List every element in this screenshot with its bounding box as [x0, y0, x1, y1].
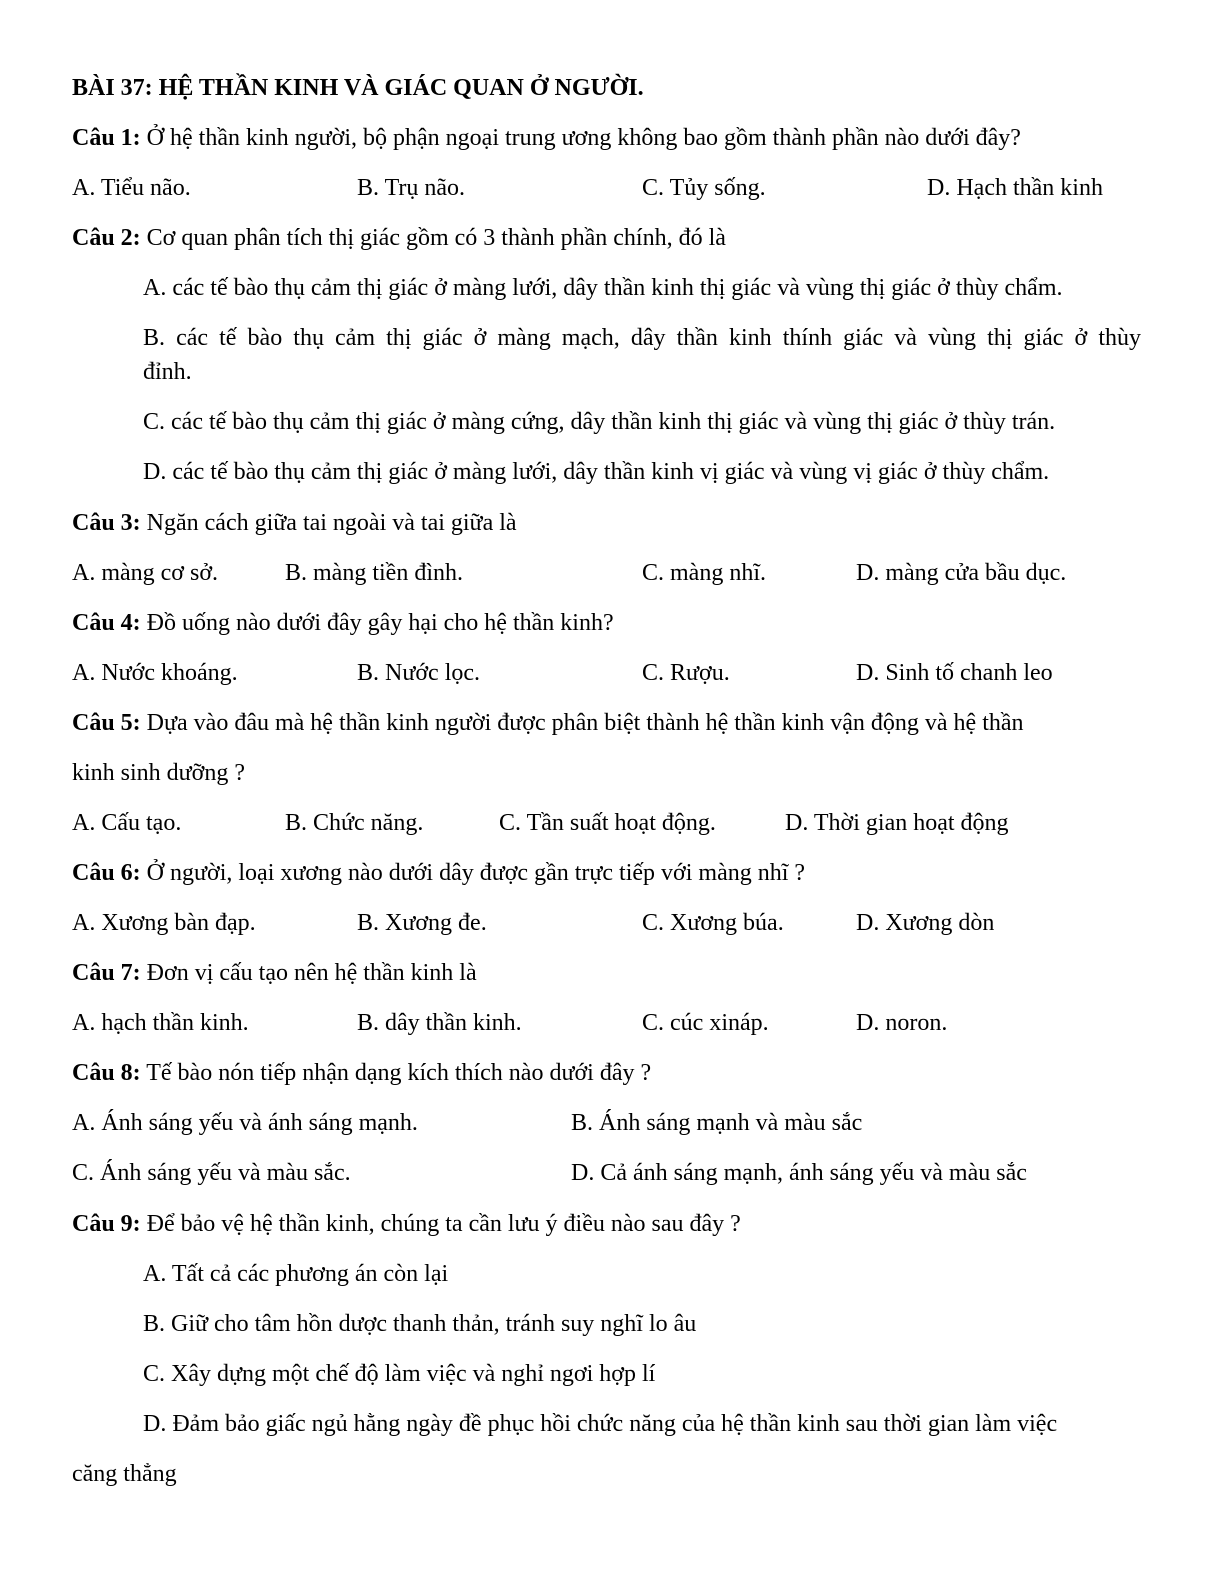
answer-option: C. Xây dựng một chế độ làm việc và nghỉ ngơi hợp lí: [143, 1361, 656, 1387]
answer-option: B. Nước lọc.: [357, 660, 481, 686]
answer-option: A. Ánh sáng yếu và ánh sáng mạnh.: [72, 1110, 418, 1136]
answer-option: A. Cấu tạo.: [72, 810, 182, 836]
answer-option: C. Ánh sáng yếu và màu sắc.: [72, 1160, 351, 1186]
answer-option: B. Giữ cho tâm hồn dược thanh thản, tránh suy nghĩ lo âu: [143, 1311, 697, 1337]
question-label: Câu 5:: [72, 710, 141, 736]
question-1: [72, 123, 1021, 153]
question-text: Để bảo vệ hệ thần kinh, chúng ta cần lưu ý điều nào sau đây ?: [140, 1211, 741, 1237]
question-label: Câu 2:: [72, 225, 141, 251]
question-label: Câu 9:: [72, 1211, 141, 1237]
answer-option: D. màng cửa bầu dục.: [856, 560, 1067, 586]
answer-option: B. Xương đe.: [357, 910, 487, 936]
question-label: Câu 1:: [72, 125, 141, 151]
answer-option: B. dây thần kinh.: [357, 1010, 522, 1036]
answer-option: D. Thời gian hoạt động: [785, 810, 1009, 836]
question-text: Dựa vào đâu mà hệ thần kinh người được phân biệt thành hệ thần kinh vận động và hệ thần: [140, 710, 1024, 736]
answer-option: B. Ánh sáng mạnh và màu sắc: [571, 1110, 863, 1136]
answer-option: A. Xương bàn đạp.: [72, 910, 256, 936]
question-6: [72, 858, 805, 888]
question-5: [72, 708, 1024, 738]
question-7: [72, 958, 477, 988]
answer-option: A. hạch thần kinh.: [72, 1010, 249, 1036]
question-label: Câu 8:: [72, 1060, 141, 1086]
question-label: Câu 4:: [72, 610, 141, 636]
answer-option: C. Tần suất hoạt động.: [499, 810, 716, 836]
question-text-continued: kinh sinh dưỡng ?: [72, 760, 246, 786]
answer-option: C. Xương búa.: [642, 910, 784, 936]
question-text: Tế bào nón tiếp nhận dạng kích thích nào dưới đây ?: [140, 1060, 652, 1086]
question-8: [72, 1058, 651, 1088]
answer-option: A. các tế bào thụ cảm thị giác ở màng lưới, dây thần kinh thị giác và vùng thị giác ở thùy chẩm.: [143, 275, 1063, 301]
answer-option: C. Tủy sống.: [642, 175, 766, 201]
question-label: Câu 6:: [72, 860, 141, 886]
answer-option-continued: căng thẳng: [72, 1461, 177, 1487]
answer-option: A. màng cơ sở.: [72, 560, 219, 586]
question-text: Đơn vị cấu tạo nên hệ thần kinh là: [140, 960, 477, 986]
page-title: BÀI 37: HỆ THẦN KINH VÀ GIÁC QUAN Ở NGƯỜI.: [72, 75, 644, 101]
answer-option: A. Tất cả các phương án còn lại: [143, 1261, 449, 1287]
answer-option: D. Đảm bảo giấc ngủ hằng ngày đề phục hồi chức năng của hệ thần kinh sau thời gian làm việc: [143, 1411, 1058, 1437]
question-9: [72, 1209, 741, 1239]
answer-option: D. Sinh tố chanh leo: [856, 660, 1053, 686]
question-4: [72, 608, 614, 638]
question-3: [72, 508, 517, 538]
answer-option: D. Cả ánh sáng mạnh, ánh sáng yếu và màu sắc: [571, 1160, 1027, 1186]
answer-option: D. Xương dòn: [856, 910, 995, 936]
answer-option: B. màng tiền đình.: [285, 560, 463, 586]
question-label: Câu 7:: [72, 960, 141, 986]
question-text: Đồ uống nào dưới đây gây hại cho hệ thần kinh?: [140, 610, 614, 636]
answer-option: C. Rượu.: [642, 660, 730, 686]
answer-option: A. Nước khoáng.: [72, 660, 238, 686]
question-text: Cơ quan phân tích thị giác gồm có 3 thành phần chính, đó là: [140, 225, 726, 251]
answer-option: A. Tiểu não.: [72, 175, 191, 201]
question-text: Ở hệ thần kinh người, bộ phận ngoại trung ương không bao gồm thành phần nào dưới đây?: [140, 125, 1021, 151]
answer-option-continued: đỉnh.: [143, 359, 192, 385]
question-2: [72, 223, 726, 253]
answer-option: C. màng nhĩ.: [642, 560, 766, 586]
answer-option: B. Trụ não.: [357, 175, 466, 201]
answer-option: B. Chức năng.: [285, 810, 424, 836]
question-text: Ngăn cách giữa tai ngoài và tai giữa là: [140, 510, 517, 536]
answer-option: D. noron.: [856, 1010, 948, 1036]
answer-option: D. Hạch thần kinh: [927, 175, 1103, 201]
question-text: Ở người, loại xương nào dưới dây được gần trực tiếp với màng nhĩ ?: [140, 860, 806, 886]
answer-option: C. cúc xináp.: [642, 1010, 769, 1036]
answer-option: D. các tế bào thụ cảm thị giác ở màng lưới, dây thần kinh vị giác và vùng vị giác ở thùy chẩm.: [143, 459, 1050, 485]
answer-option: B. các tế bào thụ cảm thị giác ở màng mạch, dây thần kinh thính giác và vùng thị giác ở thùy: [143, 325, 1141, 351]
question-label: Câu 3:: [72, 510, 141, 536]
answer-option: C. các tế bào thụ cảm thị giác ở màng cứng, dây thần kinh thị giác và vùng thị giác ở thùy trán.: [143, 409, 1056, 435]
